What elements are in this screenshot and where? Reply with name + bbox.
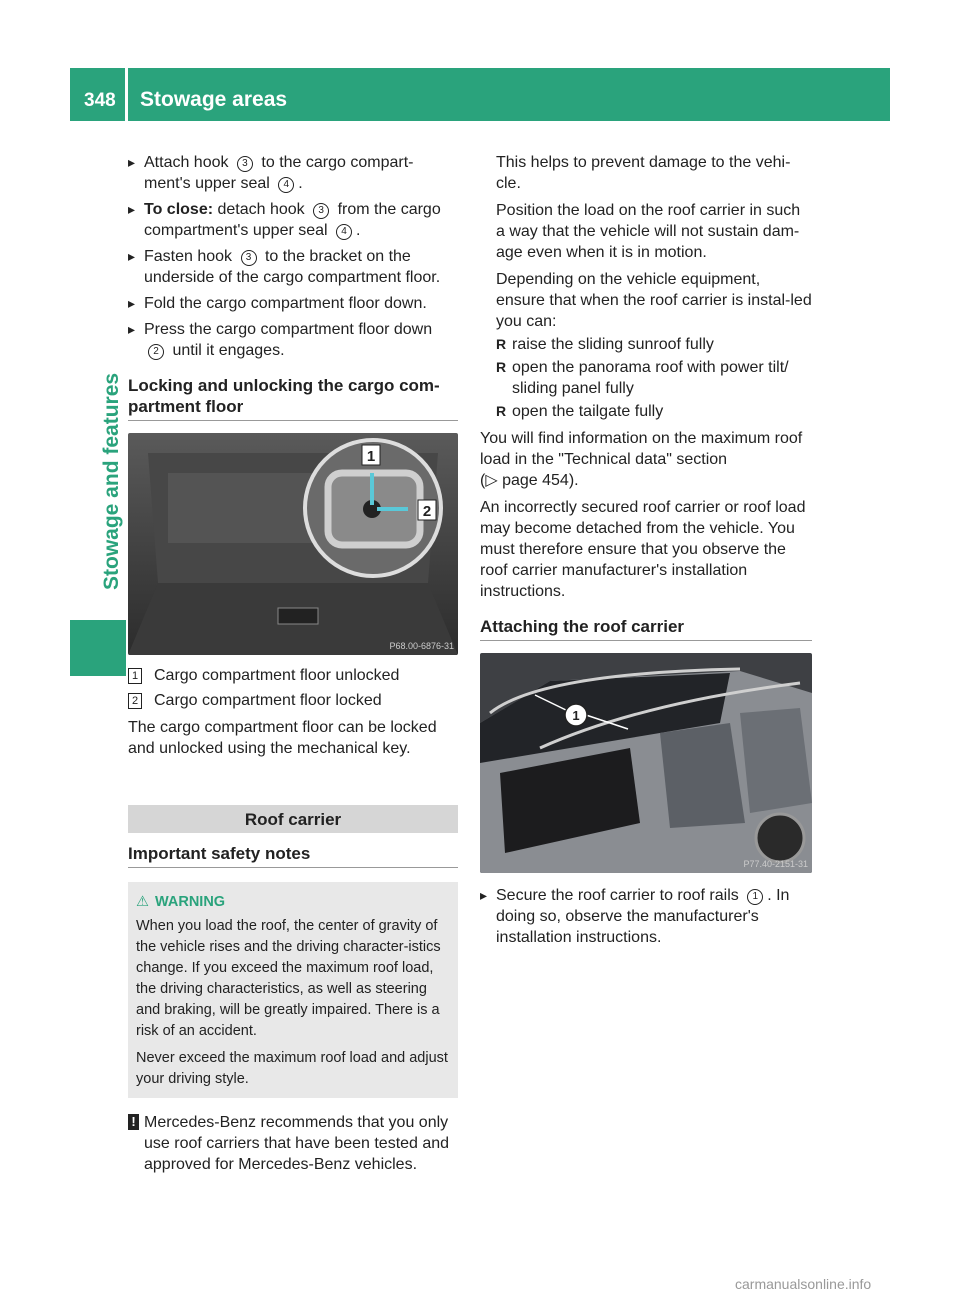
step-fasten-hook — [128, 246, 458, 288]
right-column — [480, 152, 812, 953]
warning-text: Never exceed the maximum roof load and adjust your driving style. — [136, 1050, 448, 1087]
warning-text: When you load the roof, the center of gravity of the vehicle rises and the driving character-istics change. If you exceed the maximum roof load, the driving characteristics, as well as steering and braking, will be greatly impaired. There is a risk of an accident. — [136, 918, 441, 1039]
paragraph: Depending on the vehicle equipment, ensure that when the roof carrier is instal-led you can: — [496, 271, 812, 330]
paragraph — [480, 428, 812, 491]
list-item — [496, 401, 812, 422]
locking-paragraph: The cargo compartment floor can be locked and unlocked using the mechanical key. — [128, 719, 437, 757]
bullet-icon: R — [496, 403, 507, 419]
watermark: carmanualsonline.info — [735, 1276, 872, 1292]
figure-code: P68.00-6876-31 — [389, 641, 454, 651]
bullet-icon: R — [496, 359, 507, 375]
subhead-locking: Locking and unlocking the cargo com-partment floor — [128, 375, 458, 421]
step-arrow-icon: ▸ — [128, 154, 136, 170]
step-text: Press the cargo compartment floor down — [144, 321, 433, 338]
step-fold-floor — [128, 293, 458, 314]
step-press-floor — [128, 319, 458, 361]
callout-4-icon: 4 — [278, 177, 294, 193]
subhead-safety: Important safety notes — [128, 843, 458, 868]
step-arrow-icon: ▸ — [128, 201, 136, 217]
figure-roof-carrier — [480, 653, 812, 873]
figure-callout-1: 1 — [366, 448, 376, 465]
callout-3-icon: 3 — [313, 203, 329, 219]
step-text: Fold the cargo compartment floor down. — [144, 295, 427, 312]
step-arrow-icon: ▸ — [128, 295, 136, 311]
step-attach-hook — [128, 152, 458, 194]
figure-callout-2: 2 — [422, 503, 432, 520]
step-label: To close: — [144, 201, 214, 218]
legend-item — [128, 665, 458, 686]
callout-3-icon: 3 — [241, 250, 257, 266]
figure-callout-1: 1 — [572, 708, 580, 723]
legend-text: Cargo compartment floor locked — [154, 692, 382, 709]
step-arrow-icon: ▸ — [128, 248, 136, 264]
step-text: from the cargo compartment's upper seal — [144, 201, 441, 239]
warning-header — [136, 892, 450, 913]
notice-block — [128, 1112, 458, 1175]
bullet-icon: R — [496, 336, 507, 352]
page-reference-link[interactable]: (▷ page 454). — [480, 472, 579, 489]
step-text: detach hook — [213, 201, 310, 218]
section-title: Stowage areas — [140, 88, 288, 111]
paragraph: Position the load on the roof carrier in such a way that the vehicle will not sustain dam-age even when it is in motion. — [496, 202, 801, 261]
paragraph: An incorrectly secured roof carrier or roof load may become detached from the vehicle. You must therefore ensure that you observe the roof carrier manufacturer's installation instructions. — [480, 499, 806, 600]
step-arrow-icon: ▸ — [480, 887, 488, 903]
callout-2-icon: 2 — [148, 344, 164, 360]
list-item-text: open the tailgate fully — [512, 403, 664, 420]
callout-1-icon: 1 — [747, 889, 763, 905]
callout-4-icon: 4 — [336, 224, 352, 240]
cargo-floor-illustration — [128, 433, 458, 655]
left-column — [128, 152, 458, 1175]
figure-cargo-floor — [128, 433, 458, 655]
warning-title: WARNING — [155, 894, 226, 910]
header-divider — [125, 68, 128, 121]
roof-carrier-heading: Roof carrier — [128, 805, 458, 833]
legend-key: 1 — [128, 668, 142, 684]
step-arrow-icon: ▸ — [128, 321, 136, 337]
step-to-close — [128, 199, 458, 241]
list-item-text: open the panorama roof with power tilt/ sliding panel fully — [512, 359, 789, 397]
legend-text: Cargo compartment floor unlocked — [154, 667, 400, 684]
step-text: . — [356, 222, 361, 239]
side-tab-label: Stowage and features — [100, 372, 123, 590]
list-item-text: raise the sliding sunroof fully — [512, 336, 714, 353]
exclamation-icon: ! — [128, 1114, 139, 1130]
subhead-attach: Attaching the roof carrier — [480, 616, 812, 641]
list-item — [496, 357, 812, 399]
side-tab-marker — [70, 620, 126, 676]
list-item — [496, 334, 812, 355]
step-text: until it engages. — [168, 342, 285, 359]
figure-code: P77.40-2151-31 — [743, 859, 808, 869]
step-secure-carrier — [480, 885, 812, 948]
step-text: to the cargo compart-ment's upper seal — [144, 154, 414, 192]
step-text: . In doing so, observe the manufacturer's installation instructions. — [496, 887, 790, 946]
warning-box — [128, 882, 458, 1098]
step-text: . — [298, 175, 303, 192]
step-text: to the bracket on the underside of the cargo compartment floor. — [144, 248, 441, 286]
legend-key: 2 — [128, 693, 142, 709]
paragraph-text: You will find information on the maximum roof load in the "Technical data" section — [480, 430, 803, 468]
roof-carrier-illustration — [480, 653, 812, 873]
step-text: Attach hook — [144, 154, 233, 171]
step-text: Secure the roof carrier to roof rails — [496, 887, 744, 904]
step-text: Fasten hook — [144, 248, 237, 265]
legend-item — [128, 690, 458, 711]
warning-triangle-icon: ⚠ — [136, 894, 149, 910]
notice-text: Mercedes-Benz recommends that you only use roof carriers that have been tested and approved for Mercedes-Benz vehicles. — [144, 1114, 450, 1173]
callout-3-icon: 3 — [237, 156, 253, 172]
paragraph: This helps to prevent damage to the vehi-cle. — [496, 154, 791, 192]
page-number: 348 — [84, 90, 116, 111]
